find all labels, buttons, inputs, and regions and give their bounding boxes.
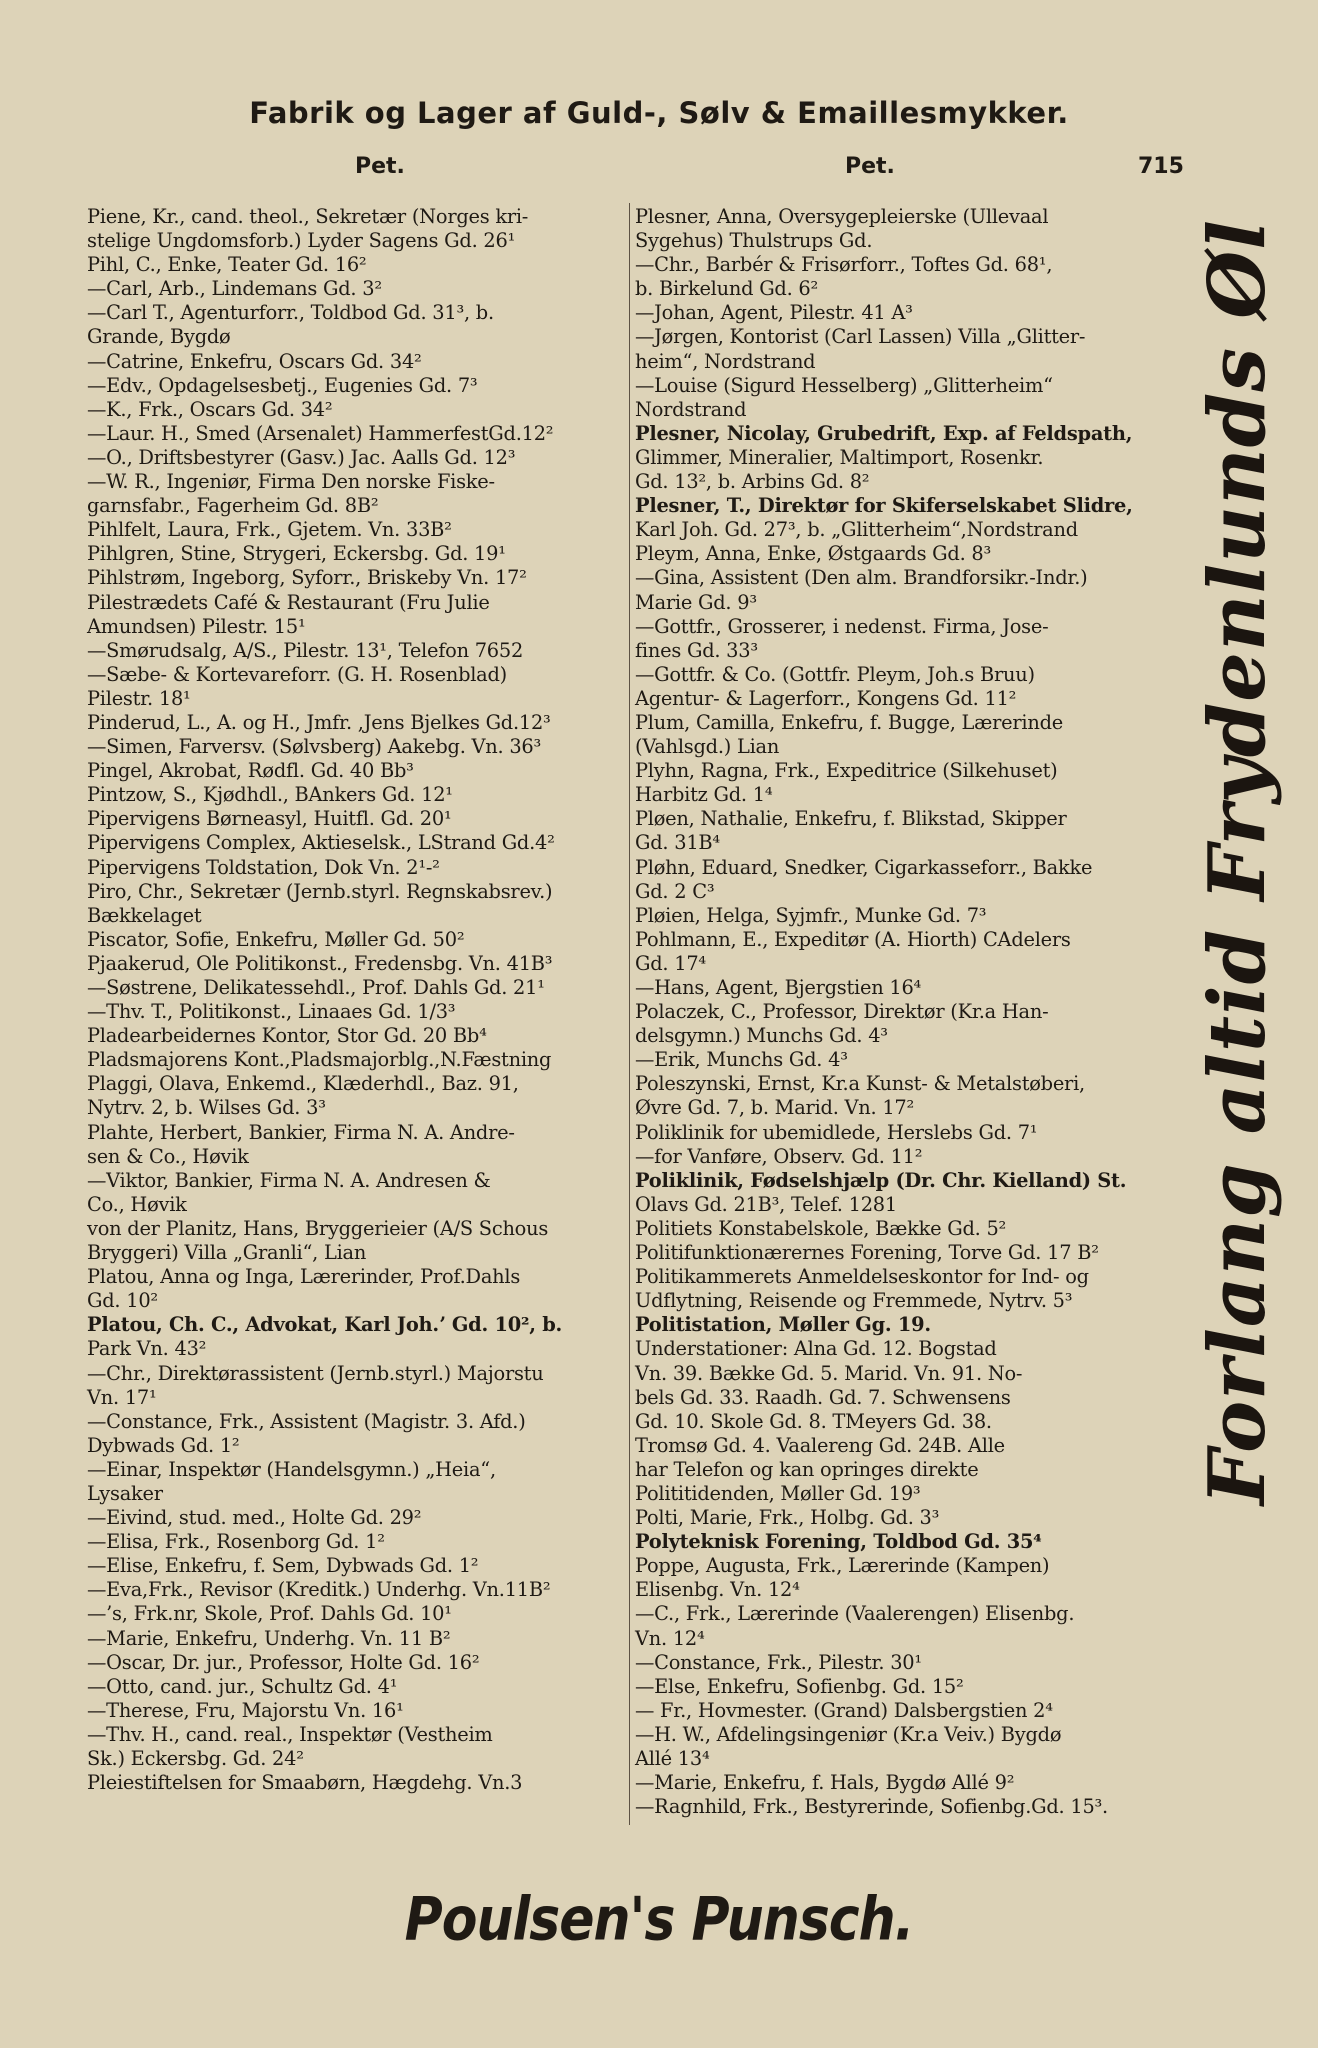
directory-entry-line: —Carl T., Agenturforr., Toldbod Gd. 31³, b. [87,301,494,325]
directory-entry-line: Plesner, Nicolay, Grubedrift, Exp. af Feldspath, [635,421,1133,445]
directory-entry-line: Pleiestiftelsen for Smaabørn, Hægdehg. Vn.3 [87,1771,523,1795]
directory-entry-line: Bryggeri) Villa „Granli“, Lian [87,1241,367,1265]
directory-entry-line: sen & Co., Høvik [87,1144,249,1168]
directory-entry-line: —Erik, Munchs Gd. 4³ [635,1048,848,1072]
right-column [635,205,1185,1819]
directory-entry-line: Pløien, Helga, Syjmfr., Munke Gd. 7³ [635,903,987,927]
directory-entry-line: Allé 13⁴ [635,1747,710,1770]
directory-entry-line: —Eivind, stud. med., Holte Gd. 29² [87,1506,422,1530]
left-column [87,205,627,1795]
directory-entry-line: —Gottfr., Grosserer, i nedenst. Firma, Jose- [635,614,1049,638]
directory-entry-line: —Ragnhild, Frk., Bestyrerinde, Sofienbg.Gd. 15³. [635,1795,1108,1819]
bottom-advertisement: Poulsen's Punsch. [404,1885,914,1955]
directory-entry-line: Co., Høvik [87,1192,187,1216]
directory-entry-line: (Vahlsgd.) Lian [635,735,780,759]
directory-entry-line: —Carl, Arb., Lindemans Gd. 3² [87,277,382,301]
directory-entry-line: Polyteknisk Forening, Toldbod Gd. 35⁴ [635,1530,1042,1554]
directory-entry-line: Gd. 2 C³ [635,879,715,903]
directory-entry-line: —C., Frk., Lærerinde (Vaalerengen) Elisenbg. [635,1602,1075,1626]
directory-entry-line: —Johan, Agent, Pilestr. 41 A³ [635,301,913,325]
directory-entry-line: Poliklinik for ubemidlede, Herslebs Gd. 7¹ [635,1120,1038,1144]
directory-entry-line: Nordstrand [635,397,747,421]
directory-entry-line: Pilestrædets Café & Restaurant (Fru Julie [87,590,490,614]
directory-entry-line: Politifunktionærernes Forening, Torve Gd. 17 B² [635,1241,1099,1265]
directory-entry-line: —Simen, Farversv. (Sølvsberg) Aakebg. Vn. 36³ [87,735,542,759]
directory-entry-line: —Chr., Barbér & Frisørforr., Toftes Gd. 68¹, [635,253,1053,277]
page-number: 715 [1138,154,1184,179]
directory-entry-line: Plyhn, Ragna, Frk., Expeditrice (Silkehuset) [635,759,1058,783]
directory-entry-line: Poliklinik, Fødselshjælp (Dr. Chr. Kielland) St. [635,1168,1127,1192]
top-advertisement: Fabrik og Lager af Guld-, Sølv & Emaillesmykker. [249,96,1069,130]
directory-entry-line: Polititidenden, Møller Gd. 19³ [635,1481,921,1505]
directory-entry-line: Poleszynski, Ernst, Kr.a Kunst- & Metalstøberi, [635,1072,1085,1096]
directory-entry-line: —Gottfr. & Co. (Gottfr. Pleym, Joh.s Bruu) [635,662,1035,686]
directory-entry-line: Piene, Kr., cand. theol., Sekretær (Norges kri- [87,205,529,228]
directory-entry-line: har Telefon og kan opringes direkte [635,1457,979,1481]
directory-entry-line: —Laur. H., Smed (Arsenalet) HammerfestGd.12² [87,421,554,445]
directory-entry-line: Pihlstrøm, Ingeborg, Syforr., Briskeby Vn. 17² [87,566,527,590]
directory-entry-line: Gd. 10. Skole Gd. 8. TMeyers Gd. 38. [635,1409,992,1433]
directory-entry-line: —W. R., Ingeniør, Firma Den norske Fiske- [87,470,495,494]
directory-entry-line: Pihlfelt, Laura, Frk., Gjetem. Vn. 33B² [87,518,452,542]
directory-entry-line: Gd. 13², b. Arbins Gd. 8² [635,470,870,494]
directory-entry-line: —Hans, Agent, Bjergstien 16⁴ [635,976,922,999]
directory-entry-line: b. Birkelund Gd. 6² [635,277,819,301]
directory-entry-line: Pleym, Anna, Enke, Østgaards Gd. 8³ [635,542,992,566]
directory-entry-line: —Jørgen, Kontorist (Carl Lassen) Villa „Glitter- [635,325,1086,349]
directory-entry-line: Vn. 39. Bække Gd. 5. Marid. Vn. 91. No- [635,1361,1023,1385]
directory-entry-line: Platou, Anna og Inga, Lærerinder, Prof.Dahls [87,1265,521,1289]
directory-entry-line: Pløen, Nathalie, Enkefru, f. Blikstad, Skipper [635,807,1067,831]
left-column-keyword: Pet. [355,154,405,179]
directory-entry-line: —K., Frk., Oscars Gd. 34² [87,397,333,421]
directory-entry-line: Pjaakerud, Ole Politikonst., Fredensbg. Vn. 41B³ [87,951,553,975]
directory-entry-line: Grande, Bygdø [87,325,231,349]
directory-entry-line: Pingel, Akrobat, Rødfl. Gd. 40 Bb³ [87,759,414,783]
directory-entry-line: Understationer: Alna Gd. 12. Bogstad [635,1337,997,1361]
directory-entry-line: —Gina, Assistent (Den alm. Brandforsikr.-Indr.) [635,566,1088,590]
directory-entry-line: —Einar, Inspektør (Handelsgymn.) „Heia“, [87,1457,496,1481]
directory-entry-line: Pladearbeidernes Kontor, Stor Gd. 20 Bb⁴ [87,1024,487,1048]
directory-entry-line: Bækkelaget [87,903,202,927]
directory-entry-line: —Sæbe- & Kortevareforr. (G. H. Rosenblad) [87,662,507,686]
directory-entry-line: Dybwads Gd. 1² [87,1433,240,1457]
directory-entry-line: —O., Driftsbestyrer (Gasv.) Jac. Aalls Gd. 12³ [87,445,516,469]
directory-entry-line: —Thv. T., Politikonst., Linaaes Gd. 1/3³ [87,1000,456,1024]
directory-entry-line: Amundsen) Pilestr. 15¹ [87,614,306,638]
directory-entry-line: —Louise (Sigurd Hesselberg) „Glitterheim“ [635,373,1053,397]
directory-entry-line: Marie Gd. 9³ [635,590,757,614]
directory-entry-line: Poppe, Augusta, Frk., Lærerinde (Kampen) [635,1554,1050,1578]
directory-entry-line: —for Vanføre, Observ. Gd. 11² [635,1144,923,1168]
directory-entry-line: Polti, Marie, Frk., Holbg. Gd. 3³ [635,1506,940,1530]
directory-entry-line: Pløhn, Eduard, Snedker, Cigarkasseforr., Bakke [635,855,1093,879]
directory-entry-line: heim“, Nordstrand [635,349,816,373]
directory-entry-line: Piscator, Sofie, Enkefru, Møller Gd. 50² [87,927,465,951]
directory-entry-line: stelige Ungdomsforb.) Lyder Sagens Gd. 26¹ [87,229,516,253]
right-column-keyword: Pet. [845,154,895,179]
directory-entry-line: —Catrine, Enkefru, Oscars Gd. 34² [87,349,422,373]
directory-entry-line: Pihlgren, Stine, Strygeri, Eckersbg. Gd. 19¹ [87,542,506,566]
directory-entry-line: Lysaker [87,1481,163,1505]
directory-entry-line: Sk.) Eckersbg. Gd. 24² [87,1747,304,1770]
directory-entry-line: Plum, Camilla, Enkefru, f. Bugge, Lærerinde [635,710,1063,734]
directory-entry-line: Gd. 17⁴ [635,951,706,975]
directory-entry-line: fines Gd. 33³ [635,638,758,662]
directory-entry-line: —Therese, Fru, Majorstu Vn. 16¹ [87,1698,404,1722]
directory-entry-line: —Edv., Opdagelsesbetj., Eugenies Gd. 7³ [87,373,478,397]
column-divider [629,203,630,1825]
directory-entry-line: —Oscar, Dr. jur., Professor, Holte Gd. 16² [87,1650,480,1674]
directory-entry-line: —Thv. H., cand. real., Inspektør (Vestheim [87,1722,493,1746]
directory-entry-line: bels Gd. 33. Raadh. Gd. 7. Schwensens [635,1385,1011,1409]
directory-entry-line: delsgymn.) Munchs Gd. 4³ [635,1024,888,1048]
directory-entry-line: —Elise, Enkefru, f. Sem, Dybwads Gd. 1² [87,1554,479,1578]
directory-entry-line: Tromsø Gd. 4. Vaalereng Gd. 24B. Alle [635,1433,1005,1457]
directory-entry-line: —Elisa, Frk., Rosenborg Gd. 1² [87,1530,385,1554]
directory-entry-line: Vn. 12⁴ [635,1626,705,1650]
directory-entry-line: Politikammerets Anmeldelseskontor for Ind- og [635,1265,1089,1289]
directory-entry-line: —Constance, Frk., Pilestr. 30¹ [635,1650,922,1674]
directory-entry-line: Nytrv. 2, b. Wilses Gd. 3³ [87,1096,326,1120]
directory-entry-line: Platou, Ch. C., Advokat, Karl Joh.ʼ Gd. 10², b. [87,1313,563,1337]
directory-entry-line: Vn. 17¹ [87,1385,157,1409]
directory-entry-line: Pipervigens Toldstation, Dok Vn. 2¹-² [87,855,440,879]
directory-entry-line: Harbitz Gd. 1⁴ [635,783,773,807]
directory-entry-line: Piro, Chr., Sekretær (Jernb.styrl. Regnskabsrev.) [87,879,553,903]
directory-entry-line: Pladsmajorens Kont.,Pladsmajorblg.,N.Fæstning [87,1048,552,1072]
directory-entry-line: Politiets Konstabelskole, Bække Gd. 5² [635,1216,1007,1240]
directory-entry-line: Sygehus) Thulstrups Gd. [635,229,873,253]
directory-entry-line: Pilestr. 18¹ [87,686,191,710]
directory-entry-line: Politistation, Møller Gg. 19. [635,1313,931,1337]
directory-entry-line: Karl Joh. Gd. 27³, b. „Glitterheim“,Nordstrand [635,518,1078,542]
directory-entry-line: —Smørudsalg, A/S., Pilestr. 13¹, Telefon 7652 [87,638,524,662]
side-advertisement: Forlang altid Frydenlunds Øl [1192,219,1283,1505]
directory-entry-line: —Chr., Direktørassistent (Jernb.styrl.) Majorstu [87,1361,544,1385]
directory-entry-line: Olavs Gd. 21B³, Telef. 1281 [635,1192,897,1216]
directory-entry-line: Plesner, Anna, Oversygepleierske (Ullevaal [635,205,1049,228]
directory-entry-line: —Marie, Enkefru, f. Hals, Bygdø Allé 9² [635,1771,1015,1795]
directory-entry-line: Polaczek, C., Professor, Direktør (Kr.a Han- [635,1000,1049,1024]
directory-entry-line: von der Planitz, Hans, Bryggerieier (A/S Schous [87,1216,549,1240]
directory-entry-line: —Marie, Enkefru, Underhg. Vn. 11 B² [87,1626,451,1650]
directory-entry-line: Pipervigens Complex, Aktieselsk., LStrand Gd.4² [87,831,555,855]
directory-entry-line: —Viktor, Bankier, Firma N. A. Andresen & [87,1168,491,1192]
directory-entry-line: —Otto, cand. jur., Schultz Gd. 4¹ [87,1674,398,1698]
directory-entry-line: Elisenbg. Vn. 12⁴ [635,1578,800,1602]
directory-entry-line: garnsfabr., Fagerheim Gd. 8B² [87,494,379,518]
directory-entry-line: Gd. 31B⁴ [635,831,720,855]
directory-entry-line: —Søstrene, Delikatessehdl., Prof. Dahls Gd. 21¹ [87,976,545,999]
directory-entry-line: —Constance, Frk., Assistent (Magistr. 3. Afd.) [87,1409,526,1433]
directory-entry-line: Pohlmann, E., Expeditør (A. Hiorth) CAdelers [635,927,1071,951]
directory-entry-line: —Else, Enkefru, Sofienbg. Gd. 15² [635,1674,964,1698]
directory-entry-line: Pipervigens Børneasyl, Huitfl. Gd. 20¹ [87,807,452,831]
directory-entry-line: Park Vn. 43² [87,1337,207,1361]
directory-entry-line: Plesner, T., Direktør for Skiferselskabet Slidre, [635,494,1133,518]
directory-entry-line: Øvre Gd. 7, b. Marid. Vn. 17² [635,1096,915,1120]
directory-entry-line: Plaggi, Olava, Enkemd., Klæderhdl., Baz. 91, [87,1072,519,1096]
directory-entry-line: Udflytning, Reisende og Fremmede, Nytrv. 5³ [635,1289,1073,1313]
directory-entry-line: —Eva,Frk., Revisor (Kreditk.) Underhg. Vn.11B² [87,1578,551,1602]
directory-entry-line: Glimmer, Mineralier, Maltimport, Rosenkr. [635,445,1044,469]
directory-entry-line: —H. W., Afdelingsingeniør (Kr.a Veiv.) Bygdø [635,1722,1062,1746]
directory-entry-line: Plahte, Herbert, Bankier, Firma N. A. Andre- [87,1120,515,1144]
directory-entry-line: Gd. 10² [87,1289,158,1313]
directory-entry-line: Agentur- & Lagerforr., Kongens Gd. 11² [635,686,1017,710]
directory-entry-line: Pihl, C., Enke, Teater Gd. 16² [87,253,367,277]
directory-entry-line: Pinderud, L., A. og H., Jmfr. ,Jens Bjelkes Gd.12³ [87,710,551,734]
directory-entry-line: Pintzow, S., Kjødhdl., BAnkers Gd. 12¹ [87,783,453,807]
directory-entry-line: — Fr., Hovmester. (Grand) Dalsbergstien 2⁴ [635,1698,1053,1722]
directory-entry-line: —’s, Frk.nr, Skole, Prof. Dahls Gd. 10¹ [87,1602,452,1626]
